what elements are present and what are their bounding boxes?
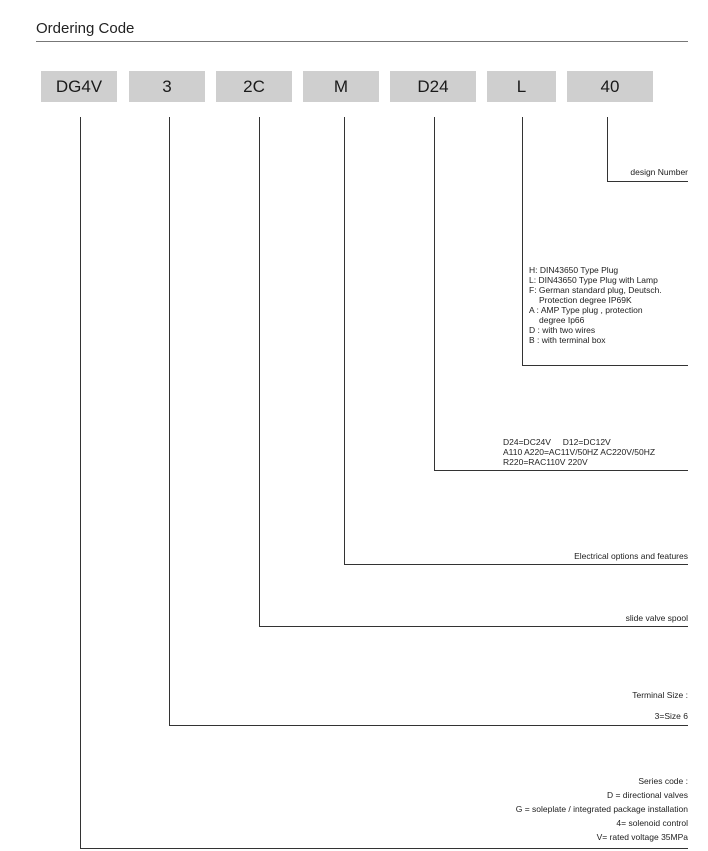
connector-plug-vertical [522,117,523,366]
connector-voltage-vertical [434,117,435,471]
code-box-electrical: M [303,71,379,102]
connector-design-vertical [607,117,608,182]
terminal-size-label: Terminal Size : [632,690,688,700]
code-box-design: 40 [567,71,653,102]
plug-option-l: L: DIN43650 Type Plug with Lamp [529,275,658,285]
connector-spool-vertical [259,117,260,627]
code-box-series: DG4V [41,71,117,102]
connector-size-horizontal [169,725,688,726]
connector-size-vertical [169,117,170,726]
plug-option-a: A : AMP Type plug , protection [529,305,643,315]
design-number-label: design Number [630,167,688,177]
connector-series-vertical [80,117,81,849]
code-box-size: 3 [129,71,205,102]
code-box-spool: 2C [216,71,292,102]
code-box-plug: L [487,71,556,102]
plug-option-h: H: DIN43650 Type Plug [529,265,619,275]
plug-options-list [529,265,662,345]
connector-electrical-horizontal [344,564,688,565]
page-title: Ordering Code [36,20,135,37]
connector-design-horizontal [607,181,688,182]
code-box-voltage: D24 [390,71,476,102]
voltage-option-ac: A110 A220=AC11V/50HZ AC220V/50HZ [503,447,656,457]
voltage-option-rac: R220=RAC110V 220V [503,457,588,467]
plug-option-f-cont: Protection degree IP69K [539,295,632,305]
connector-electrical-vertical [344,117,345,565]
series-code-d: D = directional valves [606,790,688,800]
terminal-size-value: 3=Size 6 [654,711,688,721]
plug-option-b: B : with terminal box [529,335,606,345]
electrical-options-label: Electrical options and features [574,551,688,561]
title-divider [36,41,688,42]
slide-valve-spool-label: slide valve spool [625,613,688,623]
series-code-g: G = soleplate / integrated package installation [515,804,688,814]
series-code-4: 4= solenoid control [616,818,688,828]
plug-option-f: F: German standard plug, Deutsch. [529,285,662,295]
connector-voltage-horizontal [434,470,688,471]
voltage-options-list [503,437,655,467]
series-code-label: Series code : [638,776,688,786]
voltage-option-dc: D24=DC24V D12=DC12V [503,437,611,447]
series-code-v: V= rated voltage 35MPa [596,832,688,842]
connector-spool-horizontal [259,626,688,627]
plug-option-d: D : with two wires [529,325,596,335]
plug-option-a-cont: degree Ip66 [539,315,585,325]
connector-plug-horizontal [522,365,688,366]
connector-series-horizontal [80,848,688,849]
